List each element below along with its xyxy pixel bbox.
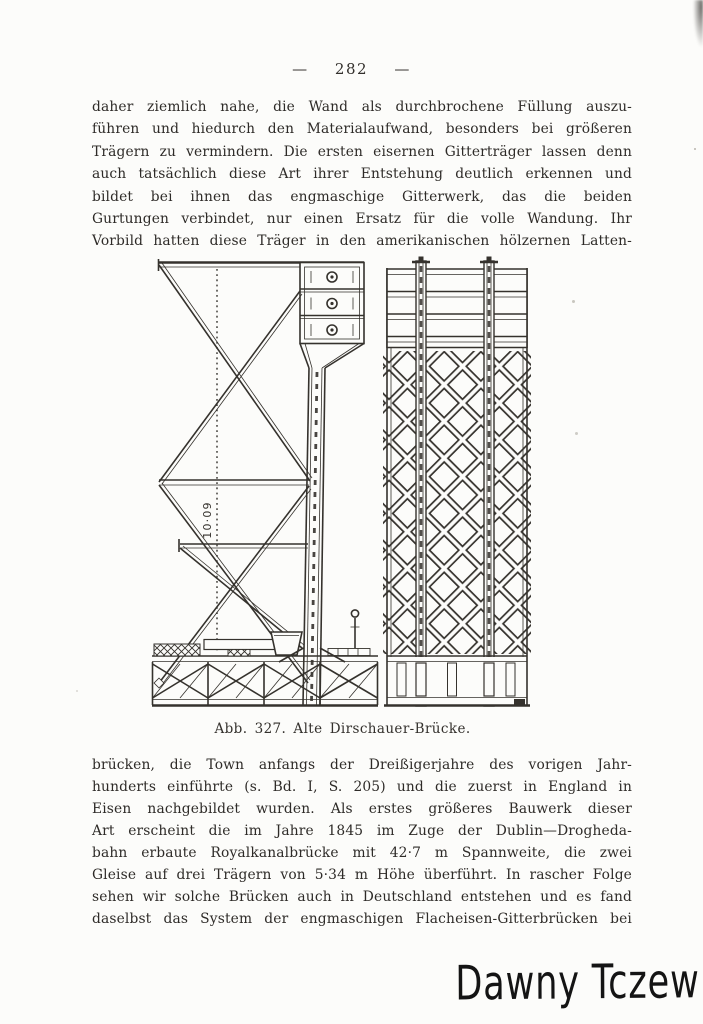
- text-line: bildet bei ihnen das engmaschige Gitterwerk, das die beiden: [92, 188, 632, 205]
- figure-caption: Abb. 327. Alte Dirschauer-Brücke.: [214, 721, 471, 737]
- text-line: sehen wir solche Brücken auch in Deutschland entstehen und es fand: [92, 889, 632, 905]
- page-number: — 282 —: [292, 60, 411, 78]
- left-view-cross-section: [152, 259, 378, 706]
- bridge-illustration: [150, 256, 535, 714]
- scan-speck: [694, 148, 696, 150]
- paragraph-top: [92, 96, 632, 253]
- text-line: bahn erbaute Royalkanalbrücke mit 42·7 m Spannweite, die zwei: [92, 845, 632, 861]
- text-line: hunderts einführte (s. Bd. I, S. 205) und die zuerst in England in: [92, 779, 632, 795]
- text-line: auch tatsächlich diese Art ihrer Entstehung deutlich erkennen und: [92, 166, 632, 183]
- text-line: Gleise auf drei Trägern von 5·34 m Höhe überführt. In rascher Folge: [92, 867, 632, 883]
- text-line: Vorbild hatten diese Träger in den amerikanischen hölzernen Latten-: [92, 233, 632, 250]
- scan-speck: [572, 300, 575, 303]
- right-view-lattice-elevation: [383, 257, 531, 707]
- text-line: daselbst das System der engmaschigen Flacheisen-Gitterbrücken bei: [92, 911, 632, 927]
- scan-speck: [575, 432, 578, 435]
- dimension-label: 10·09: [201, 501, 214, 539]
- watermark-text: Dawny Tczew: [454, 954, 700, 1012]
- text-line: Art erscheint die im Jahre 1845 im Zuge der Dublin—Drogheda-: [92, 823, 632, 839]
- text-line: Eisen nachgebildet wurden. Als erstes größeres Bauwerk dieser: [92, 801, 632, 817]
- text-line: Gurtungen verbindet, nur einen Ersatz für die volle Wandung. Ihr: [92, 210, 632, 227]
- figure-drawing: [150, 256, 535, 714]
- scan-speck: [76, 690, 78, 692]
- text-line: brücken, die Town anfangs der Dreißigerjahre des vorigen Jahr-: [92, 757, 632, 773]
- text-line: daher ziemlich nahe, die Wand als durchbrochene Füllung auszu-: [92, 99, 632, 115]
- scan-smudge: [693, 0, 703, 48]
- text-line: führen und hiedurch den Materialaufwand, besonders bei größeren: [92, 121, 632, 138]
- text-line: Trägern zu vermindern. Die ersten eisernen Gitterträger lassen denn: [92, 143, 632, 160]
- paragraph-bottom: [92, 754, 632, 930]
